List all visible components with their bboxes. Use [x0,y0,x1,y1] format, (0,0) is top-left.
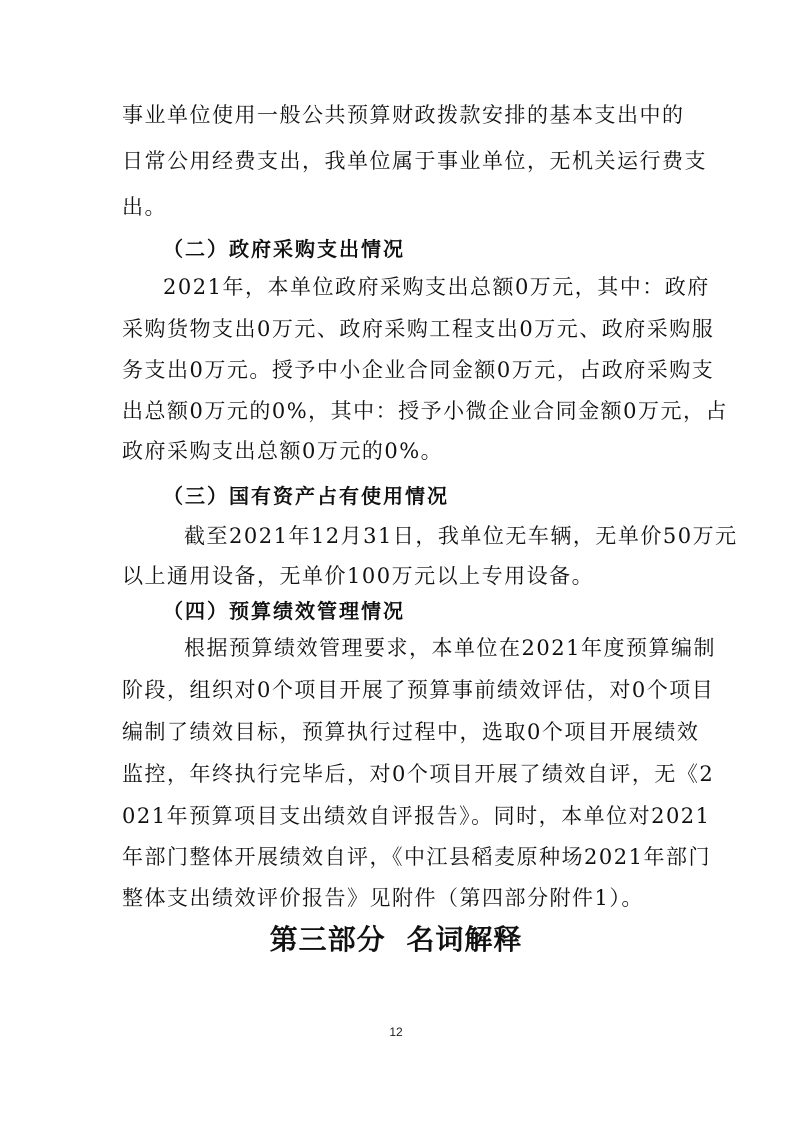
intro-line-3: 出。 [122,195,167,219]
intro-line-2: 日常公用经费支出，我单位属于事业单位，无机关运行费支 [122,149,707,173]
section-2-line-1: 2021年，本单位政府采购支出总额0万元，其中：政府 [163,275,710,299]
section-4-line-3: 编制了绩效目标，预算执行过程中，选取0个项目开展绩效 [122,720,700,744]
section-4-line-5: 021年预算项目支出绩效自评报告》。同时，本单位对2021 [122,804,711,828]
part-title: 第三部分 名词解释 [269,923,523,956]
section-4-heading: （四）预算绩效管理情况 [163,599,405,623]
section-4-line-1: 根据预算绩效管理要求，本单位在2021年度预算编制 [184,636,716,660]
section-3-heading: （三）国有资产占有使用情况 [163,484,449,508]
section-2-line-5: 政府采购支出总额0万元的0%。 [122,439,444,463]
section-2-line-3: 务支出0万元。授予中小企业合同金额0万元，占政府采购支 [122,358,715,382]
page-number: 12 [389,1025,403,1039]
section-4-line-4: 监控，年终执行完毕后，对0个项目开展了绩效自评，无《2 [122,762,715,786]
section-2-heading: （二）政府采购支出情况 [163,237,405,261]
section-2-line-4: 出总额0万元的0%，其中：授予小微企业合同金额0万元，占 [122,399,729,423]
section-4-line-7: 整体支出绩效评价报告》见附件（第四部分附件1）。 [122,886,644,910]
section-3-line-1: 截至2021年12月31日，我单位无车辆，无单价50万元 [184,524,738,548]
intro-line-1: 事业单位使用一般公共预算财政拨款安排的基本支出中的 [122,103,685,127]
section-2-line-2: 采购货物支出0万元、政府采购工程支出0万元、政府采购服 [122,317,715,341]
section-3-line-2: 以上通用设备，无单价100万元以上专用设备。 [122,564,595,588]
section-4-line-6: 年部门整体开展绩效自评，《中江县稻麦原种场2021年部门 [122,845,711,869]
section-4-line-2: 阶段，组织对0个项目开展了预算事前绩效评估，对0个项目 [122,678,715,702]
